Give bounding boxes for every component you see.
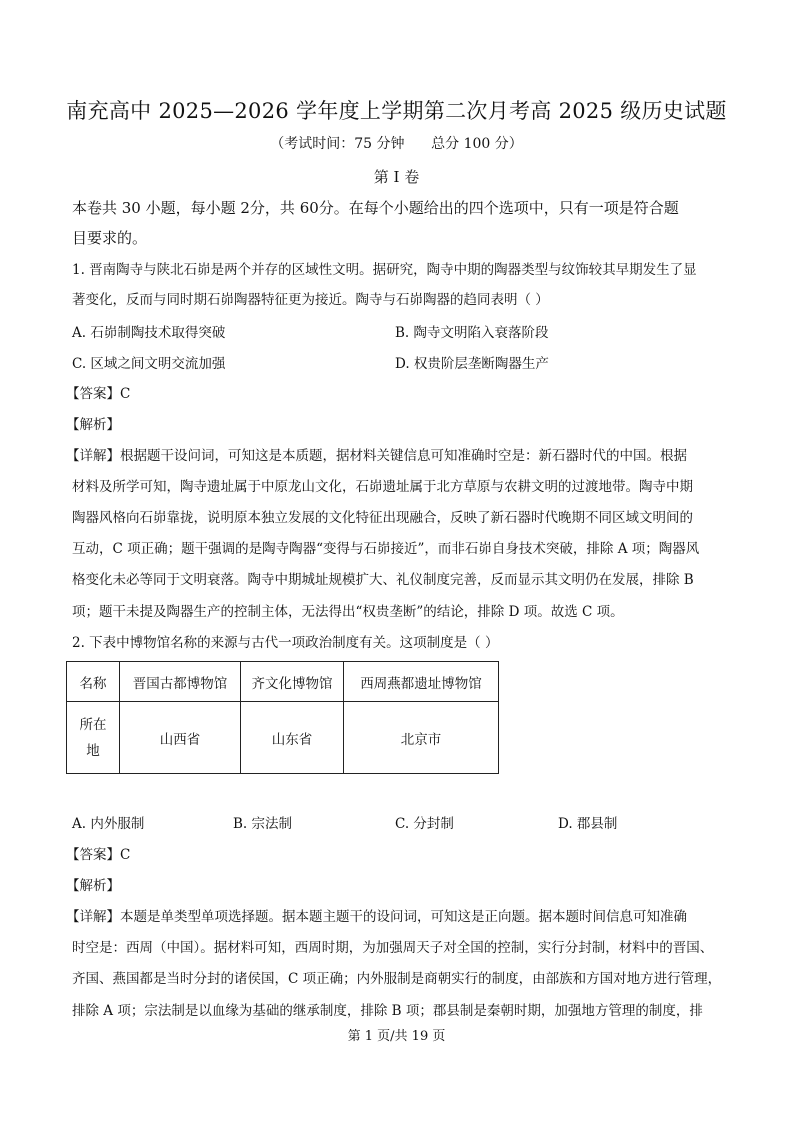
q1-option-c: C. 区域之间文明交流加强	[72, 356, 226, 372]
q2-detail-line: 齐国、燕国都是当时分封的诸侯国，C 项正确；内外服制是商朝实行的制度，由部族和方国对地方进行管理，	[72, 971, 722, 987]
q2-option-a: A. 内外服制	[72, 816, 145, 832]
q2-stem: 2. 下表中博物馆名称的来源与古代一项政治制度有关。这项制度是（ ）	[72, 635, 499, 651]
table-row	[67, 702, 499, 774]
q1-detail-line: 互动，C 项正确；题干强调的是陶寺陶器“变得与石峁接近”，而非石峁自身技术突破，排除 A 项；陶器风	[72, 541, 700, 557]
q2-option-d: D. 郡县制	[558, 816, 618, 832]
instructions-line-2: 目要求的。	[72, 229, 148, 247]
table-cell-museum: 齐文化博物馆	[241, 662, 344, 702]
location-label-line: 地	[86, 742, 100, 759]
q1-detail-line: 项；题干未提及陶器生产的控制主体，无法得出“权贵垄断”的结论，排除 D 项。故选 C 项。	[72, 604, 624, 620]
q1-answer: 【答案】C	[66, 386, 131, 402]
table-row	[67, 662, 499, 702]
page-footer: 第 1 页/共 19 页	[347, 1029, 446, 1044]
q2-option-b: B. 宗法制	[233, 816, 293, 832]
q2-analysis-label: 【解析】	[66, 878, 120, 894]
q1-detail-line: 材料及所学可知，陶寺遗址属于中原龙山文化，石峁遗址属于北方草原与农耕文明的过渡地带。陶寺中期	[72, 479, 693, 495]
q1-analysis-label: 【解析】	[66, 417, 120, 433]
q2-detail-line: 时空是：西周（中国）。据材料可知，西周时期，为加强周天子对全国的控制，实行分封制，材料中的晋国、	[72, 940, 714, 956]
q1-detail-line: 【详解】根据题干设问词，可知这是本质题，据材料关键信息可知准确时空是：新石器时代的中国。根据	[66, 448, 687, 464]
q1-detail-line: 陶器风格向石峁靠拢，说明原本独立发展的文化特征出现融合，反映了新石器时代晚期不同区域文明间的	[72, 510, 693, 526]
table-cell-location: 北京市	[344, 702, 499, 774]
exam-subtitle: （考试时间：75 分钟 总分 100 分）	[270, 136, 523, 152]
instructions-line-1: 本卷共 30 小题，每小题 2分，共 60分。在每个小题给出的四个选项中，只有一项是符合题	[72, 199, 679, 217]
table-cell-location: 山东省	[241, 702, 344, 774]
table-header-location	[67, 702, 120, 774]
q2-detail-line: 【详解】本题是单类型单项选择题。据本题主题干的设问词，可知这是正向题。据本题时间信息可知准确	[66, 909, 687, 925]
q2-answer: 【答案】C	[66, 847, 131, 863]
q1-option-a: A. 石峁制陶技术取得突破	[72, 325, 226, 341]
table-header-name: 名称	[67, 662, 120, 702]
table-cell-museum: 晋国古都博物馆	[120, 662, 241, 702]
museum-table	[66, 661, 499, 774]
q1-detail-line: 格变化未必等同于文明衰落。陶寺中期城址规模扩大、礼仪制度完善，反而显示其文明仍在发展，排除 B	[72, 572, 694, 588]
q1-stem-line-1: 1. 晋南陶寺与陕北石峁是两个并存的区域性文明。据研究，陶寺中期的陶器类型与纹饰较其早期发生了显	[72, 262, 697, 278]
q2-option-c: C. 分封制	[395, 816, 454, 832]
table-cell-location: 山西省	[120, 702, 241, 774]
exam-title: 南充高中 2025—2026 学年度上学期第二次月考高 2025 级历史试题	[66, 99, 727, 123]
q1-stem-line-2: 著变化，反而与同时期石峁陶器特征更为接近。陶寺与石峁陶器的趋同表明（ ）	[72, 292, 549, 308]
location-label-line: 所在	[79, 716, 107, 733]
volume-heading: 第 I 卷	[373, 168, 420, 186]
q1-option-d: D. 权贵阶层垄断陶器生产	[395, 356, 549, 372]
q2-detail-line: 排除 A 项；宗法制是以血缘为基础的继承制度，排除 B 项；郡县制是秦朝时期，加强地方管理的制度，排	[72, 1003, 703, 1019]
q1-option-b: B. 陶寺文明陷入衰落阶段	[395, 325, 549, 341]
table-cell-museum: 西周燕都遗址博物馆	[344, 662, 499, 702]
